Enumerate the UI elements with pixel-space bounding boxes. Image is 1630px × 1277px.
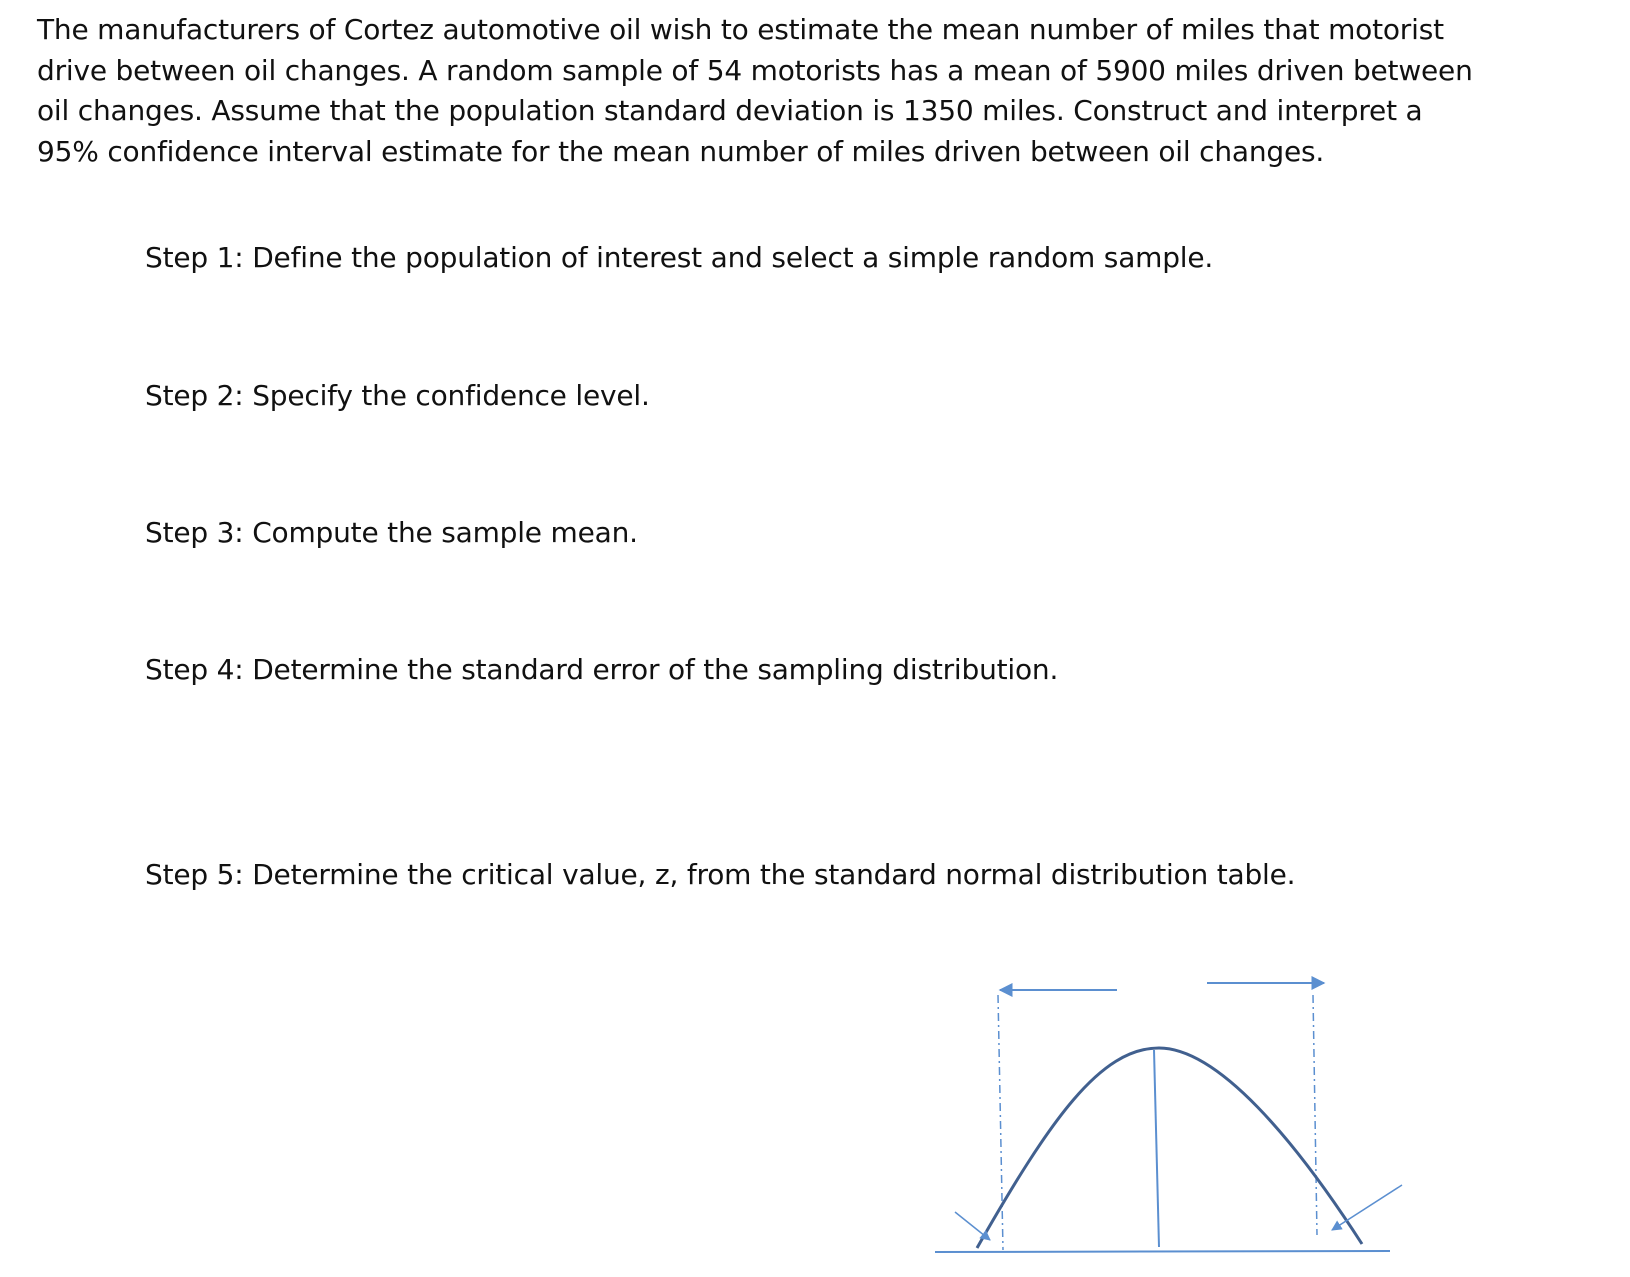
step-4: Step 4: Determine the standard error of the sampling distribution. xyxy=(145,653,1059,686)
step-2: Step 2: Specify the confidence level. xyxy=(145,379,650,412)
problem-line: The manufacturers of Cortez automotive oil wish to estimate the mean number of miles that motorist xyxy=(37,13,1444,46)
mean-line xyxy=(1154,1050,1159,1247)
problem-line: 95% confidence interval estimate for the mean number of miles driven between oil changes. xyxy=(37,134,1325,168)
baseline xyxy=(935,1251,1390,1252)
step-1: Step 1: Define the population of interest and select a simple random sample. xyxy=(145,241,1214,274)
problem-line: drive between oil changes. A random sample of 54 motorists has a mean of 5900 miles driven between xyxy=(37,53,1473,87)
left-tail-pointer-icon xyxy=(955,1212,990,1240)
problem-statement xyxy=(37,10,1497,172)
step-5: Step 5: Determine the critical value, z, from the standard normal distribution table. xyxy=(145,858,1296,891)
bell-curve xyxy=(977,1048,1362,1248)
problem-line: oil changes. Assume that the population standard deviation is 1350 miles. Construct and interpret a xyxy=(37,94,1423,127)
normal-distribution-diagram xyxy=(900,950,1420,1270)
right-tail-pointer-icon xyxy=(1332,1185,1402,1230)
right-boundary-line xyxy=(1313,995,1317,1235)
step-3: Step 3: Compute the sample mean. xyxy=(145,516,638,549)
